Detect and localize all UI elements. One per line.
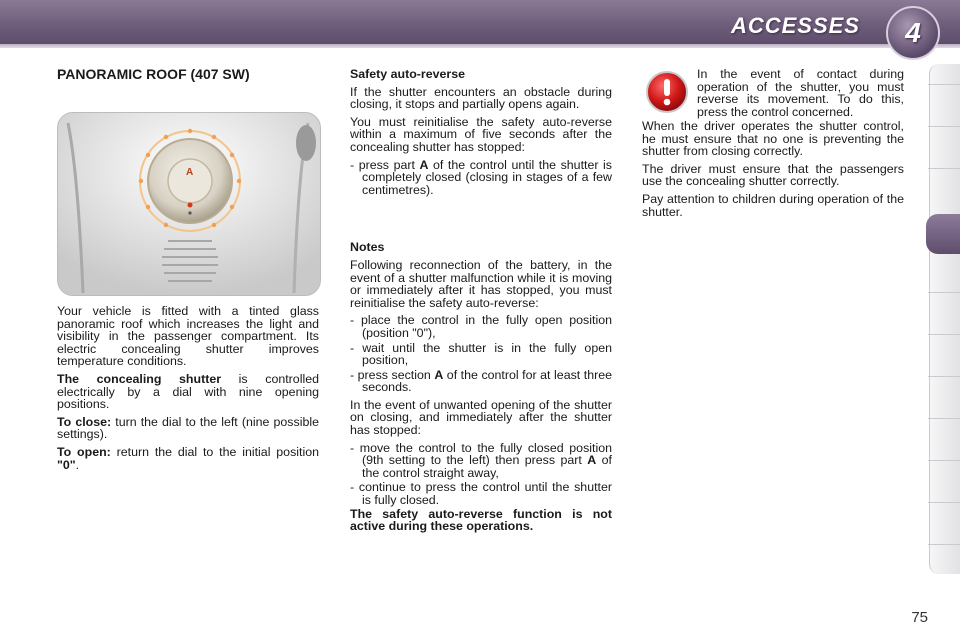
notes-heading: Notes: [350, 240, 385, 255]
part-a-label: A: [419, 157, 429, 172]
list-item: [350, 369, 612, 394]
spacer: [350, 201, 612, 241]
list-item-text: - press part: [350, 157, 420, 172]
tab-divider: [928, 84, 960, 85]
shutter-text: is controlled electrically by a dial with nine opening positions.: [57, 371, 319, 412]
notes-warning: The safety auto-reverse function is not active during these operations.: [350, 506, 612, 534]
list-item-text: of the control for at least three seconds.: [362, 367, 612, 395]
open-text: return the dial to the initial position: [110, 444, 319, 459]
warning-text: In the event of contact during operation of the shutter, you must reverse its movement. To do this, press the control concerned.: [697, 67, 904, 119]
tab-divider: [928, 376, 960, 377]
tab-divider: [928, 460, 960, 461]
safety-paragraph-1: If the shutter encounters an obstacle during closing, it stops and partially opens again.: [350, 84, 612, 112]
close-label: To close:: [57, 414, 112, 429]
tab-chapter-4[interactable]: [926, 214, 960, 254]
header-divider: [0, 44, 960, 48]
chapter-number-badge: 4: [886, 6, 940, 60]
open-end: .: [75, 457, 80, 472]
dial-part-a-label: A: [186, 167, 194, 178]
tab-divider: [928, 126, 960, 127]
tab-divider: [928, 168, 960, 169]
open-value: "0": [57, 457, 76, 472]
open-label: To open:: [57, 444, 111, 459]
list-item: - wait until the shutter is in the fully open position,: [350, 340, 612, 368]
part-a-label: A: [587, 453, 597, 468]
tab-divider: [928, 418, 960, 419]
list-item-text: of the control straight away,: [362, 453, 612, 480]
part-a-label: A: [434, 367, 444, 382]
tab-divider: [928, 334, 960, 335]
roof-control-photo: [57, 112, 321, 296]
chapter-tabs: [926, 64, 960, 576]
roof-control-illustration: [58, 113, 320, 295]
tab-divider: [928, 544, 960, 545]
list-item-text: - move the control to the fully closed position (9th setting to the left) then press part: [350, 440, 612, 468]
advice-paragraph-3: Pay attention to children during operation of the shutter.: [642, 191, 904, 219]
chapter-title: ACCESSES: [730, 13, 860, 38]
section-title: PANORAMIC ROOF (407 SW): [57, 66, 250, 82]
close-paragraph: [57, 416, 319, 441]
tab-divider: [928, 502, 960, 503]
list-item: [350, 442, 612, 480]
list-item: [350, 159, 612, 197]
notes-steps-1: [350, 314, 612, 394]
list-item: - continue to press the control until the shutter is fully closed.: [350, 480, 612, 508]
safety-paragraph-2: You must reinitialise the safety auto-reverse within a maximum of five seconds after the concealing shutter has stopped:: [350, 114, 612, 154]
safety-column: [350, 68, 612, 538]
list-item: - place the control in the fully open position (position "0"),: [350, 313, 612, 340]
list-item-text: of the control until the shutter is completely closed (closing in stages of a few centimetres).: [362, 157, 612, 197]
shutter-paragraph: [57, 373, 319, 411]
intro-paragraph: Your vehicle is fitted with a tinted glass panoramic roof which increases the light and visibility in the passenger compartment. Its electric concealing shutter improves temperature conditions.: [57, 304, 319, 369]
tab-strip: [929, 64, 960, 574]
safety-heading: Safety auto-reverse: [350, 67, 466, 81]
advice-paragraph-1: When the driver operates the shutter control, he must ensure that no one is preventing the shutter from closing correctly.: [642, 119, 904, 159]
notes-paragraph-2: In the event of unwanted opening of the shutter on closing, and immediately after the shutter has stopped:: [350, 397, 612, 438]
intro-column: [57, 305, 319, 476]
warning-icon: [645, 70, 689, 114]
safety-steps: [350, 159, 612, 197]
close-text: turn the dial to the left (nine possible settings).: [57, 414, 319, 442]
open-paragraph: [57, 446, 319, 471]
safety-advice-column: [642, 120, 904, 223]
page-number: 75: [911, 609, 928, 626]
advice-paragraph-2: The driver must ensure that the passengers use the concealing shutter correctly.: [642, 161, 904, 189]
tab-divider: [928, 292, 960, 293]
notes-paragraph-1: Following reconnection of the battery, in the event of a shutter malfunction while it is moving or immediately after it has stopped, you must reinitialise the safety auto-reverse:: [350, 257, 612, 310]
notes-steps-2: [350, 442, 612, 507]
shutter-label: The concealing shutter: [57, 371, 222, 386]
list-item-text: - press section: [350, 367, 435, 382]
